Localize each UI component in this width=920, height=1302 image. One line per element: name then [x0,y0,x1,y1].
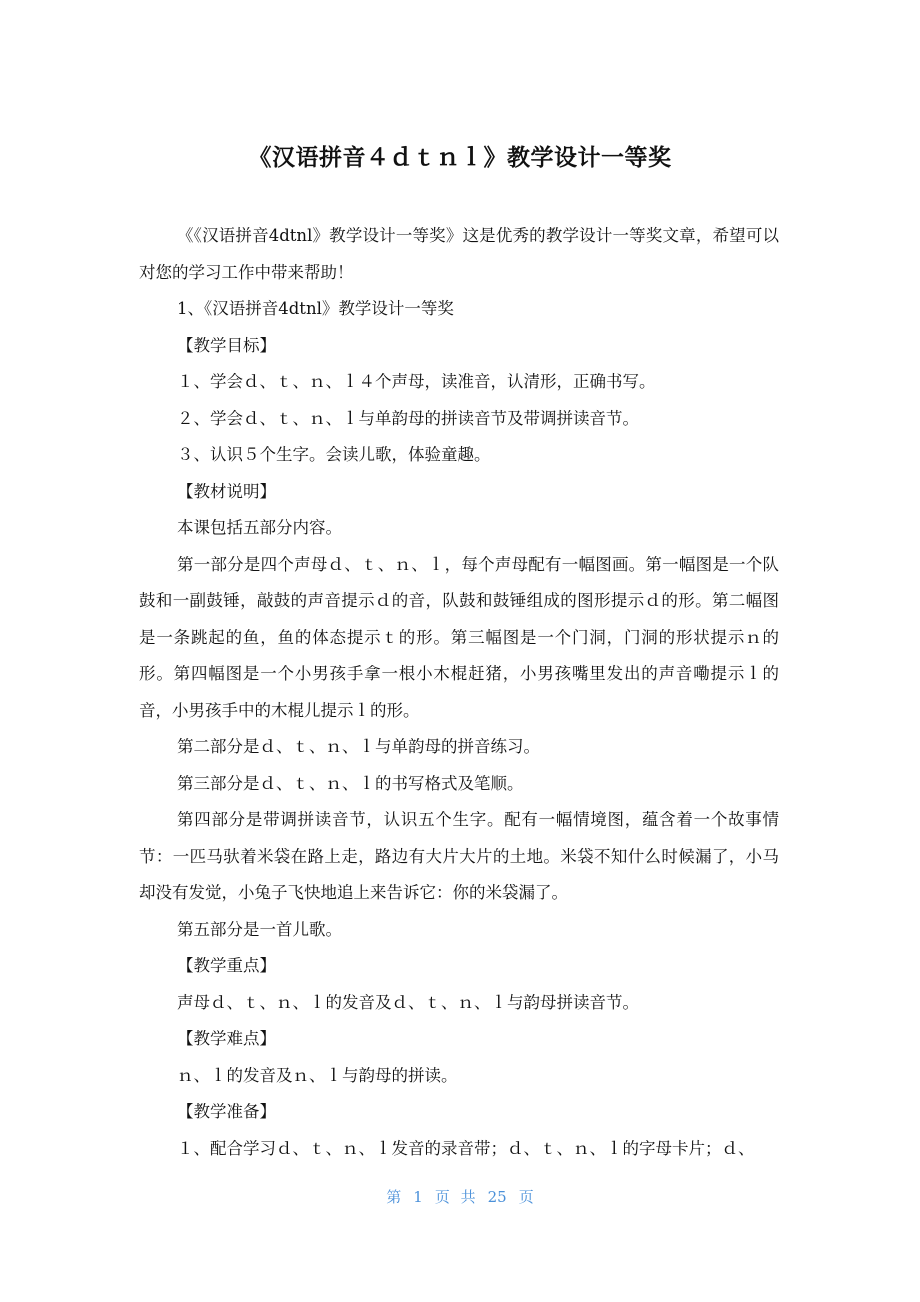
heading-teaching-goals: 【教学目标】 [177,335,276,355]
page-footer [0,1186,920,1207]
goal-item-2: ２、学会ｄ、ｔ、ｎ、ｌ与单韵母的拼读音节及带调拼读音节。 [177,408,639,428]
material-intro: 本课包括五部分内容。 [177,518,342,537]
part-two-paragraph: 第二部分是ｄ、ｔ、ｎ、ｌ与单韵母的拼音练习。 [177,737,540,756]
intro-paragraph: 《《汉语拼音4dtnl》教学设计一等奖》这是优秀的教学设计一等奖文章，希望可以对您的学习工作中带来帮助！ [139,226,779,282]
difficulties-text: ｎ、ｌ的发音及ｎ、ｌ与韵母的拼读。 [177,1065,458,1085]
goal-item-1: １、学会ｄ、ｔ、ｎ、ｌ４个声母，读准音，认清形，正确书写。 [177,372,656,391]
heading-preparation: 【教学准备】 [177,1102,276,1121]
heading-key-points: 【教学重点】 [177,956,276,975]
footer-middle: 页 共 [434,1188,476,1206]
document-title: 《汉语拼音４ｄｔｎｌ》教学设计一等奖 [248,145,672,171]
part-five-paragraph: 第五部分是一首儿歌。 [177,919,342,939]
part-three-paragraph: 第三部分是ｄ、ｔ、ｎ、ｌ的书写格式及笔顺。 [177,773,524,793]
footer-page-number: 1 [413,1188,423,1206]
preparation-item-1: １、配合学习ｄ、ｔ、ｎ、ｌ发音的录音带；ｄ、ｔ、ｎ、ｌ的字母卡片；ｄ、 [177,1138,755,1158]
part-four-paragraph: 第四部分是带调拼读音节，认识五个生字。配有一幅情境图，蕴含着一个故事情节：一匹马驮着米袋在路上走，路边有大片大片的土地。米袋不知什么时候漏了，小马却没有发觉，小兔子飞快地追上来告诉它：你的米袋漏了。 [139,810,779,902]
footer-prefix: 第 [386,1188,402,1206]
footer-total-pages: 25 [487,1188,507,1206]
document-body [139,218,779,1167]
key-points-text: 声母ｄ、ｔ、ｎ、ｌ的发音及ｄ、ｔ、ｎ、ｌ与韵母拼读音节。 [177,992,639,1012]
goal-item-3: ３、认识５个生字。会读儿歌，体验童趣。 [177,445,491,464]
footer-suffix: 页 [518,1188,534,1206]
section-heading: 1、《汉语拼音4dtnl》教学设计一等奖 [177,299,454,318]
part-one-paragraph: 第一部分是四个声母ｄ、ｔ、ｎ、ｌ，每个声母配有一幅图画。第一幅图是一个队鼓和一副鼓锤，敲鼓的声音提示ｄ的音，队鼓和鼓锤组成的图形提示ｄ的形。第二幅图是一条跳起的鱼，鱼的体态提示ｔ的形。第三幅图是一个门洞，门洞的形状提示ｎ的形。第四幅图是一个小男孩手拿一根小木棍赶猪，小男孩嘴里发出的声音嘞提示ｌ的音，小男孩手中的木棍儿提示ｌ的形。 [139,554,779,720]
heading-difficulties: 【教学难点】 [177,1029,276,1048]
heading-material-notes: 【教材说明】 [177,481,276,501]
